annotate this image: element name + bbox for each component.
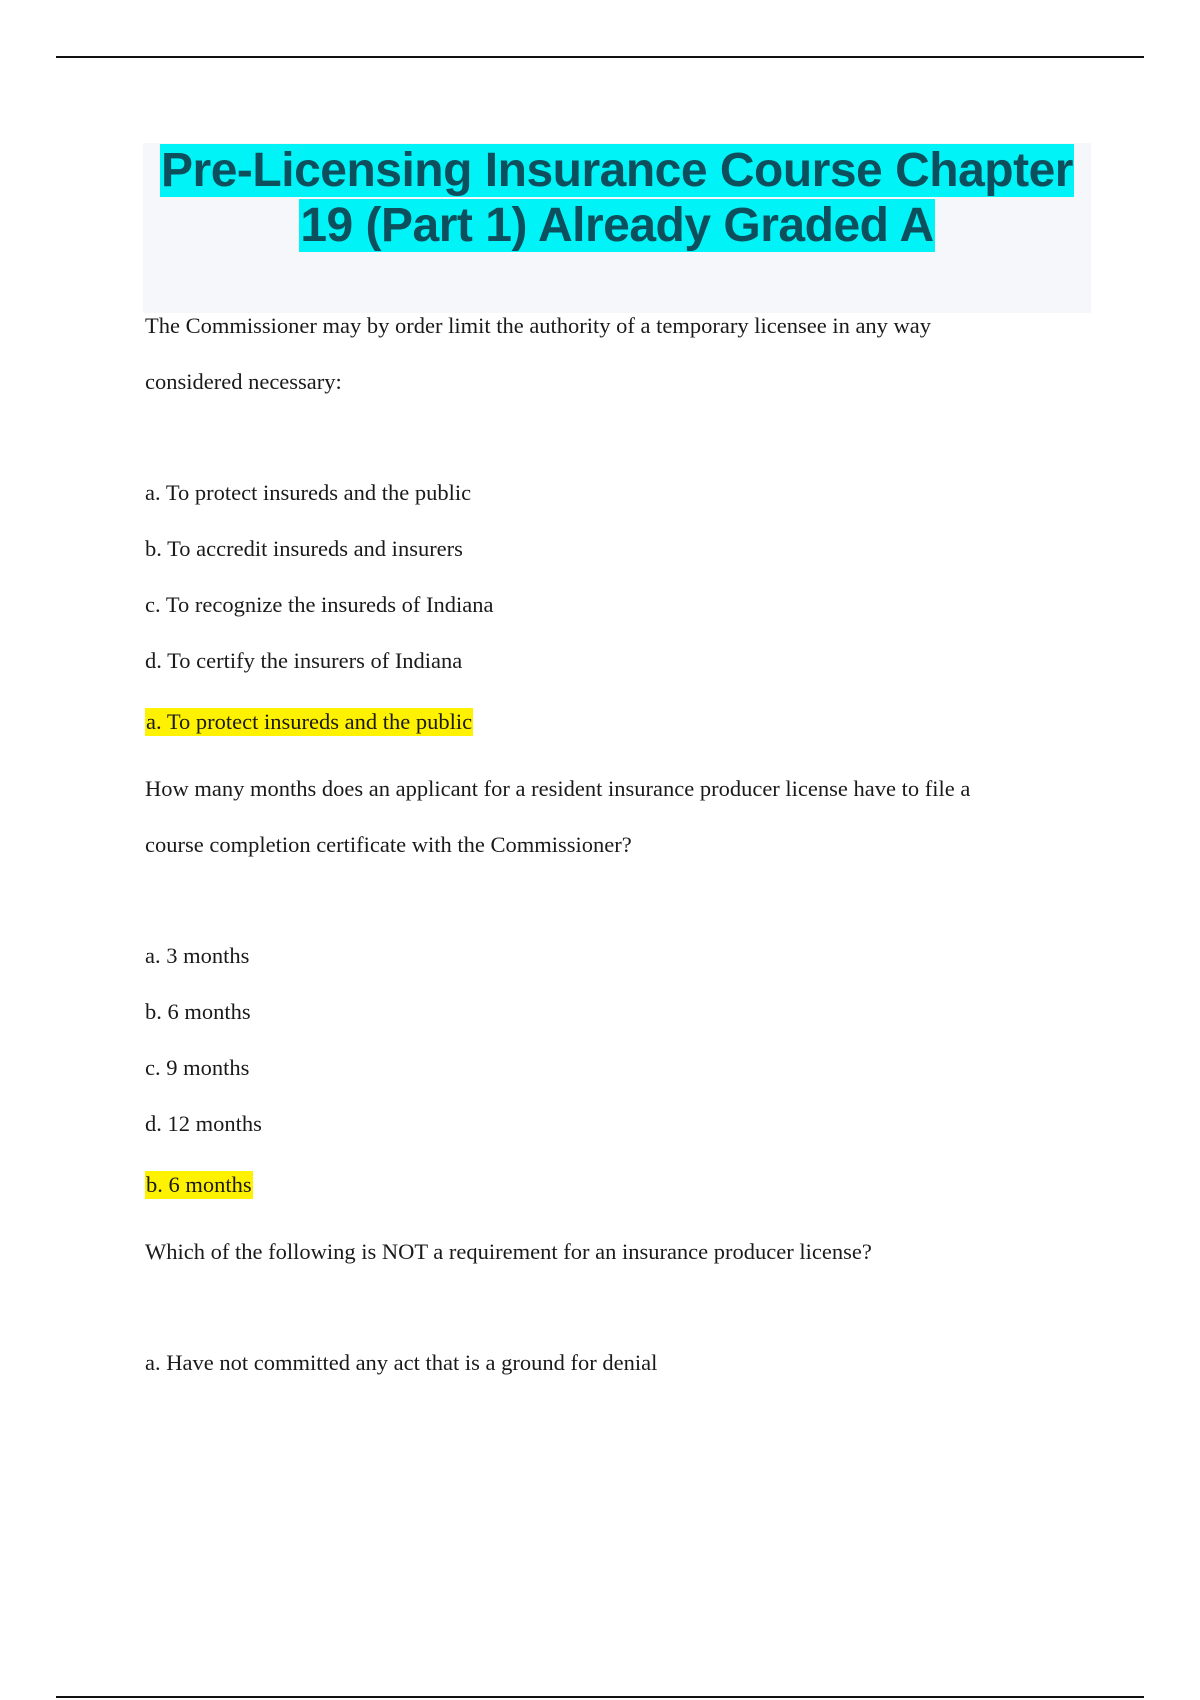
answer-option: a. 3 months [145, 943, 250, 968]
answer-option: b. 6 months [145, 999, 251, 1024]
question-text: Which of the following is NOT a requirement for an insurance producer license? [145, 1239, 872, 1264]
correct-answer: a. To protect insureds and the public [146, 709, 473, 734]
answer-option: b. To accredit insureds and insurers [145, 536, 463, 561]
question-1 [145, 300, 1085, 763]
question-list [145, 300, 1085, 1393]
question-text: course completion certificate with the Commissioner? [145, 832, 632, 857]
answer-option: d. To certify the insurers of Indiana [145, 648, 463, 673]
answer-option: c. 9 months [145, 1055, 250, 1080]
question-text: The Commissioner may by order limit the authority of a temporary licensee in any way [145, 313, 932, 338]
title-line-1: Pre-Licensing Insurance Course Chapter [161, 144, 1073, 197]
title-line-2: 19 (Part 1) Already Graded A [300, 199, 934, 252]
question-2 [145, 763, 1085, 1226]
answer-option: d. 12 months [145, 1111, 262, 1136]
answer-option: c. To recognize the insureds of Indiana [145, 592, 494, 617]
correct-answer-row [145, 1154, 1085, 1226]
document-title [143, 143, 1091, 253]
question-3 [145, 1226, 1085, 1393]
question-text: considered necessary: [145, 369, 342, 394]
answer-option: a. Have not committed any act that is a ground for denial [145, 1350, 658, 1375]
answer-option: a. To protect insureds and the public [145, 480, 472, 505]
footer-rule [56, 1696, 1144, 1698]
question-text: How many months does an applicant for a resident insurance producer license have to file a [145, 776, 971, 801]
correct-answer: b. 6 months [146, 1172, 252, 1197]
header-rule [56, 56, 1144, 58]
correct-answer-row [145, 691, 1085, 763]
title-block [143, 143, 1091, 313]
